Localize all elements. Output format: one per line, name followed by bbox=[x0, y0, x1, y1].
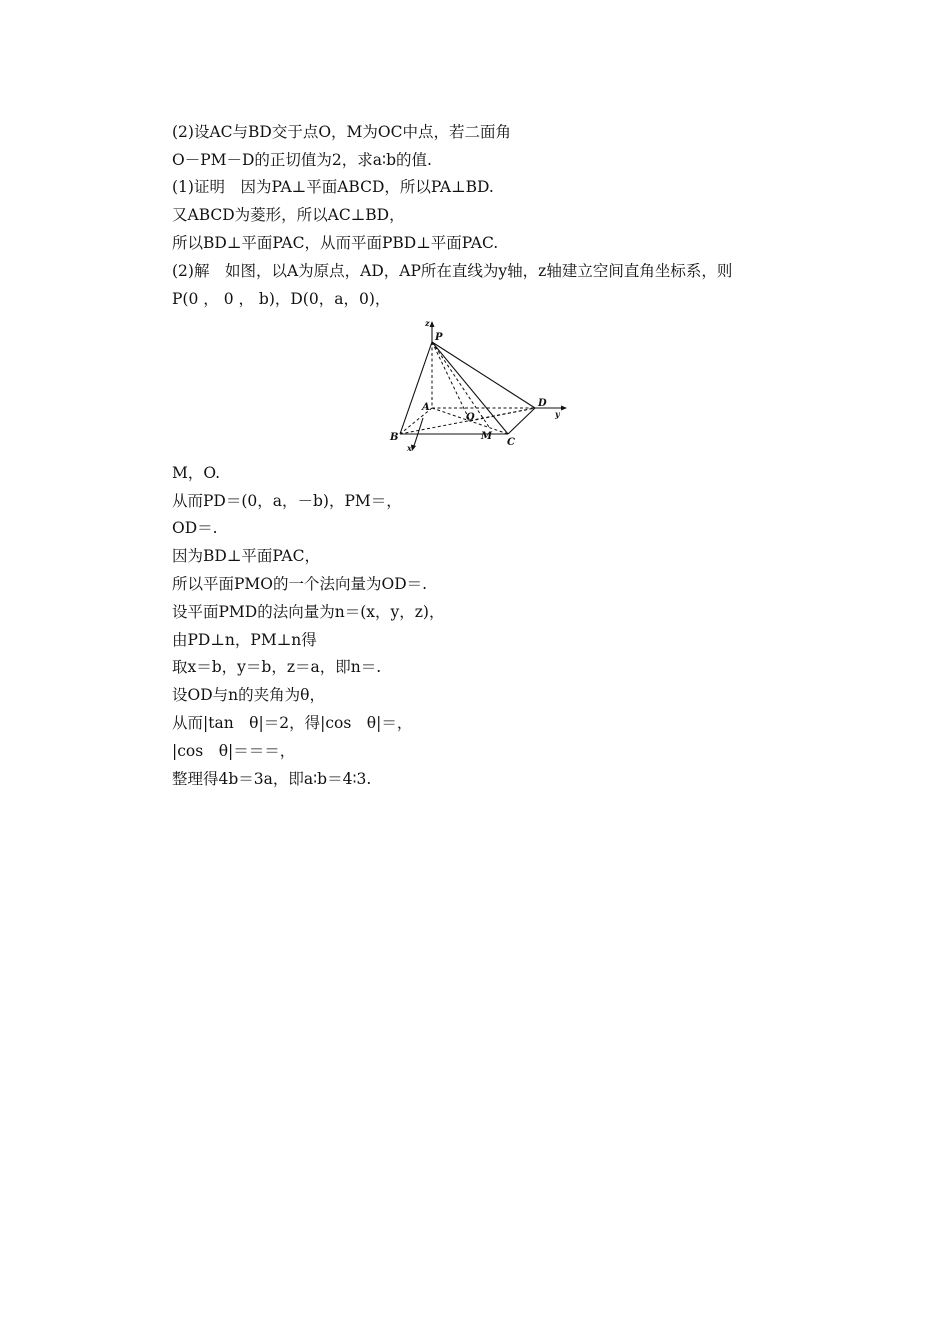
pyramid-diagram bbox=[385, 314, 575, 454]
normal-vector-line2: 由PD⊥n，PM⊥n得 bbox=[172, 631, 317, 649]
label-D: D bbox=[538, 398, 547, 409]
vectors-line2: OD＝. bbox=[172, 519, 218, 537]
label-y: y bbox=[555, 409, 560, 419]
label-x: x bbox=[407, 443, 412, 453]
y-axis-arrow bbox=[561, 406, 567, 411]
angle-line2: 从而|tan θ|＝2，得|cos θ|＝， bbox=[172, 714, 413, 732]
label-O: O bbox=[466, 412, 475, 423]
proof-line1: (1)证明 因为PA⊥平面ABCD，所以PA⊥BD. bbox=[172, 178, 494, 196]
label-A: A bbox=[422, 402, 430, 413]
normal-vector-line1: 设平面PMD的法向量为n＝(x，y，z)， bbox=[172, 603, 445, 621]
edge-PM-dashed bbox=[432, 342, 489, 427]
label-M: M bbox=[481, 431, 493, 442]
edge-CD bbox=[508, 408, 535, 434]
vectors-line1: 从而PD＝(0，a，－b)，PM＝， bbox=[172, 492, 402, 510]
proof-line2: 又ABCD为菱形，所以AC⊥BD， bbox=[172, 206, 405, 224]
edge-PD bbox=[432, 342, 535, 408]
label-B: B bbox=[390, 432, 399, 443]
label-P: P bbox=[435, 332, 443, 343]
proof-line3: 所以BD⊥平面PAC，从而平面PBD⊥平面PAC. bbox=[172, 234, 499, 252]
label-C: C bbox=[507, 437, 515, 448]
angle-line1: 设OD与n的夹角为θ， bbox=[172, 686, 325, 704]
angle-line3: |cos θ|＝＝＝， bbox=[172, 742, 296, 760]
normal-vector-line3: 取x＝b，y＝b，z＝a，即n＝. bbox=[172, 658, 382, 676]
reason-line2: 所以平面PMO的一个法向量为OD＝. bbox=[172, 575, 428, 593]
solution-line2: P(0 ， 0 ， b)，D(0，a，0)， bbox=[172, 290, 391, 308]
coords-MO-line: M，O. bbox=[172, 464, 221, 482]
reason-line1: 因为BD⊥平面PAC， bbox=[172, 547, 320, 565]
solution-line1: (2)解 如图，以A为原点，AD，AP所在直线为y轴，z轴建立空间直角坐标系，则 bbox=[172, 262, 733, 280]
edge-PB bbox=[400, 342, 432, 434]
problem-part2-line1: (2)设AC与BD交于点O，M为OC中点，若二面角 bbox=[172, 123, 511, 141]
edge-OD-dashed bbox=[470, 408, 535, 421]
conclusion-line: 整理得4b＝3a，即a∶b＝4∶3. bbox=[172, 770, 372, 788]
pyramid-figure bbox=[385, 314, 575, 454]
z-axis-arrow bbox=[430, 321, 435, 327]
label-z: z bbox=[425, 318, 430, 328]
problem-part2-line2: O－PM－D的正切值为2，求a∶b的值. bbox=[172, 151, 432, 169]
